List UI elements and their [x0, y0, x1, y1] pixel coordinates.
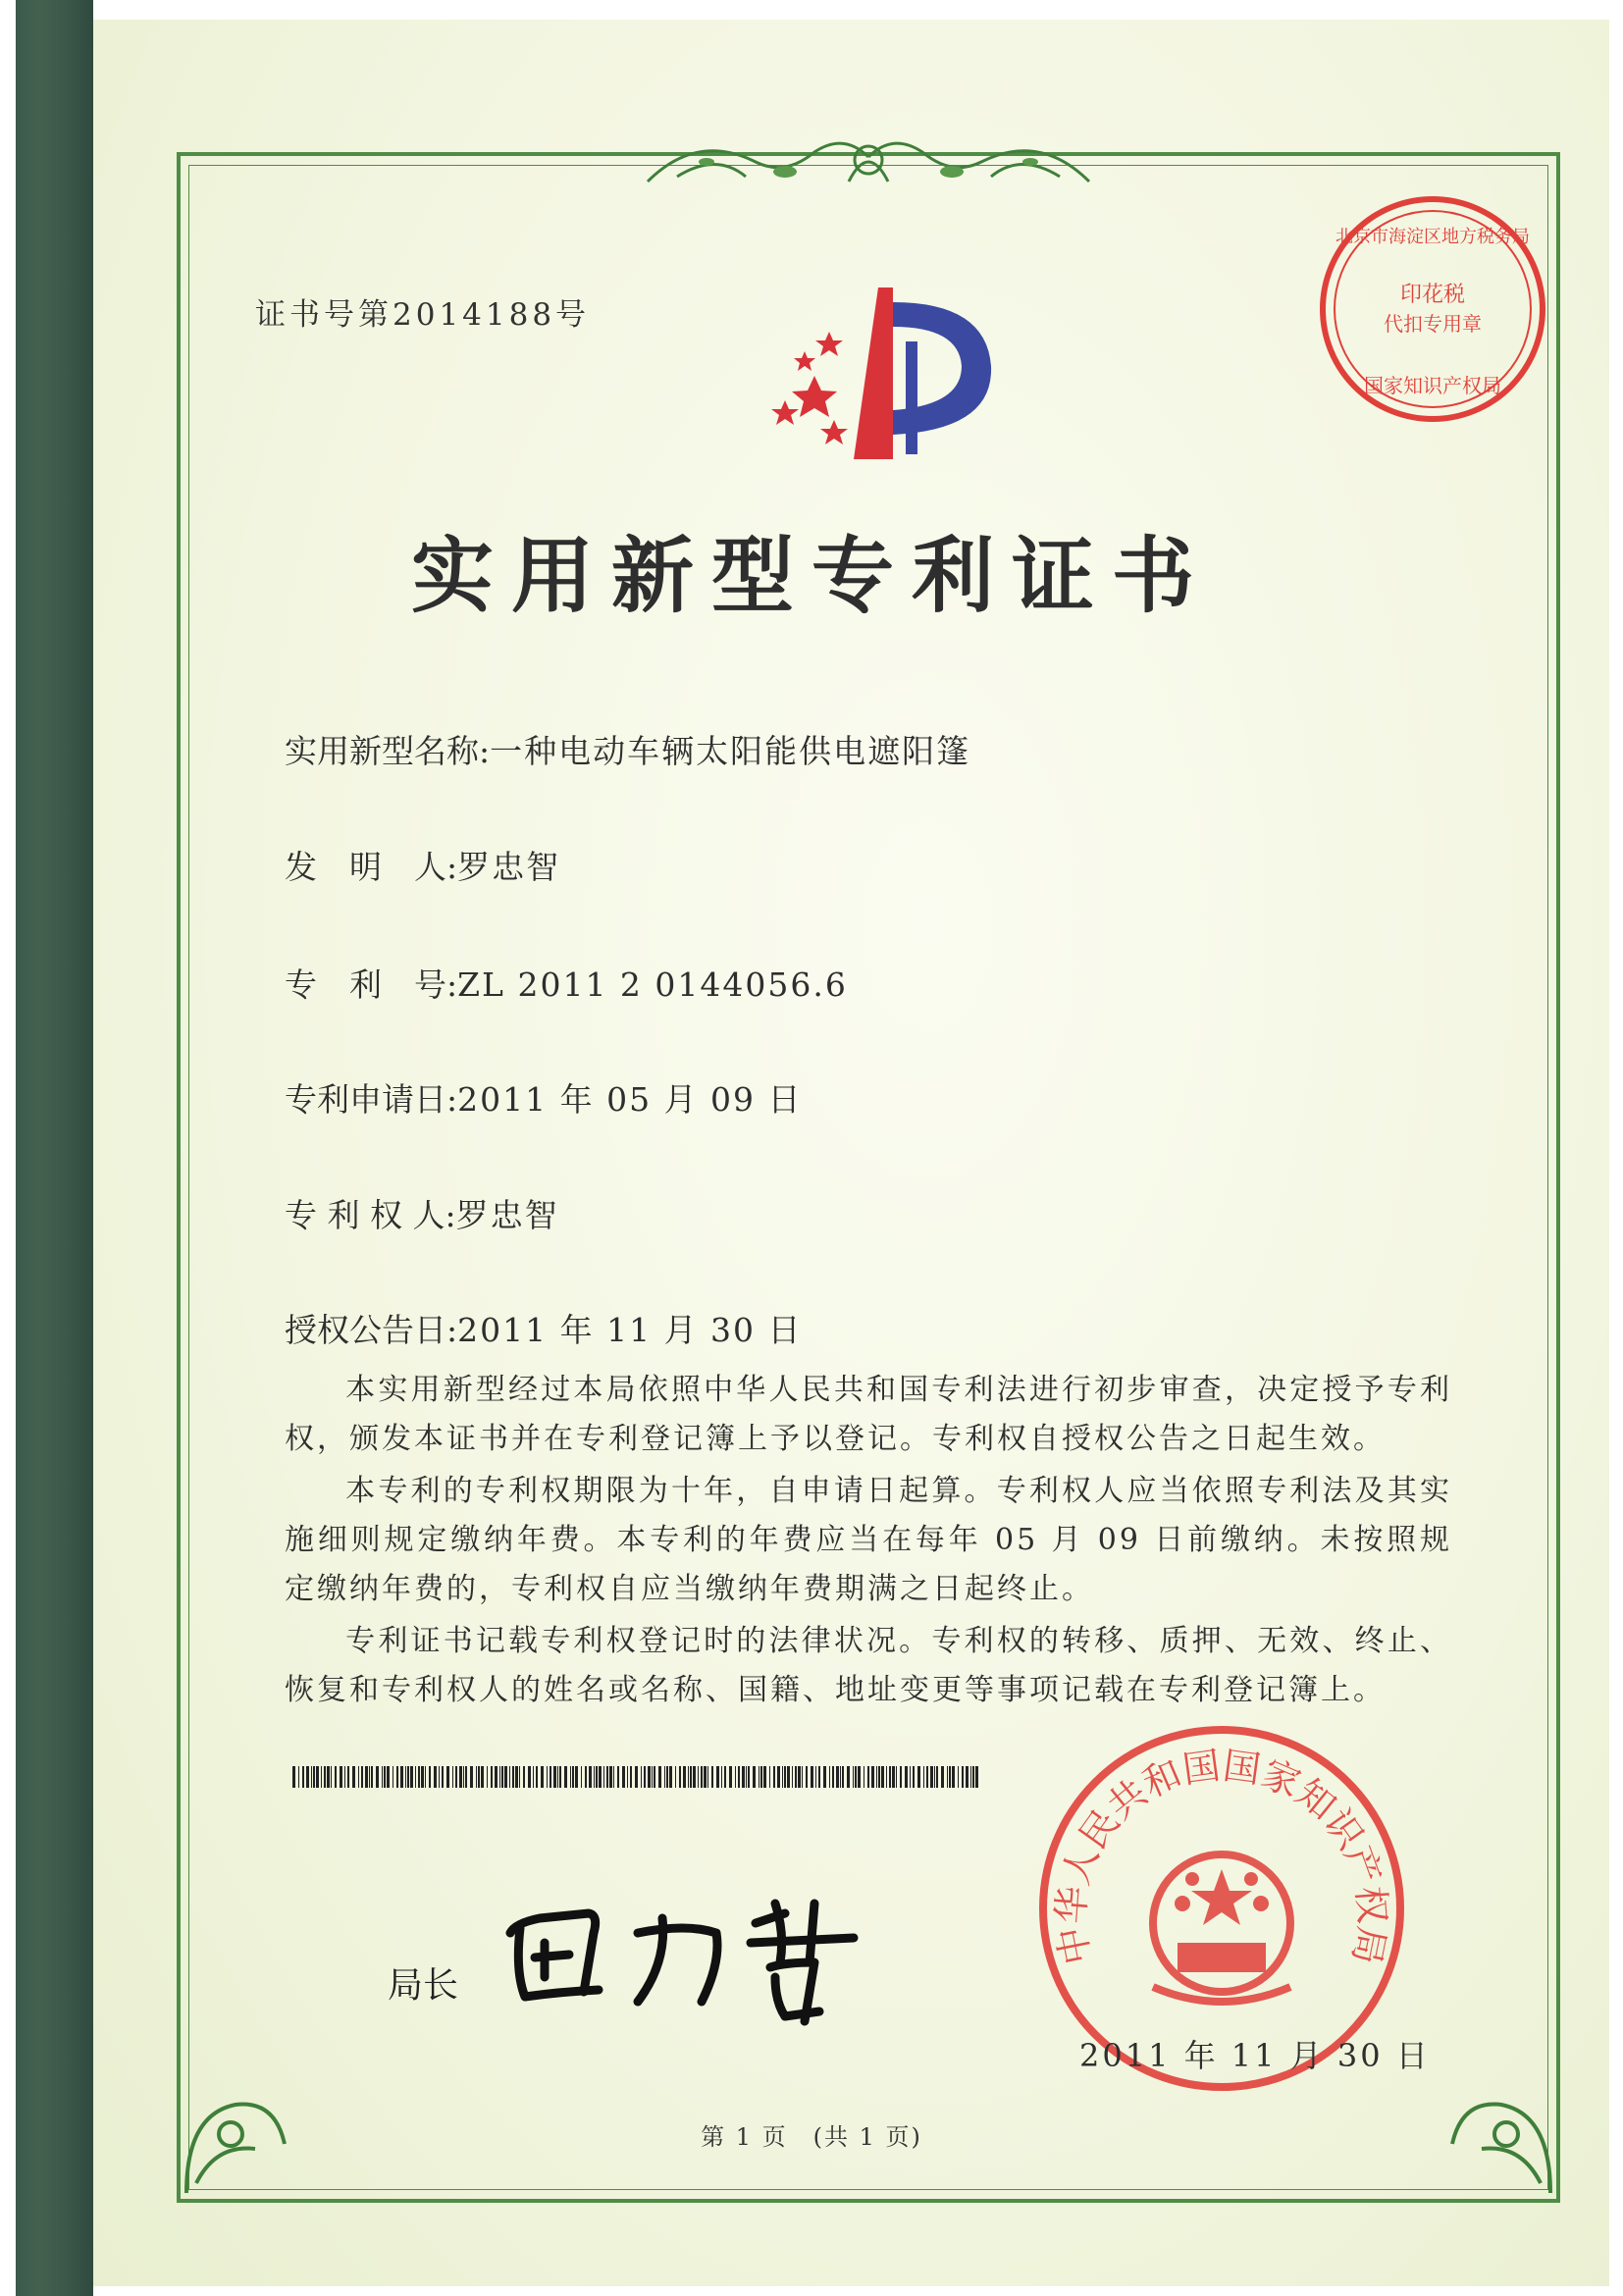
barcode-bar: [746, 1766, 747, 1788]
barcode-bar: [842, 1766, 844, 1788]
barcode-bar: [742, 1766, 745, 1788]
barcode-bar: [599, 1766, 602, 1788]
barcode-bar: [777, 1766, 780, 1788]
barcode-bar: [429, 1766, 431, 1788]
barcode-bar: [495, 1766, 497, 1788]
barcode-bar: [664, 1766, 665, 1788]
barcode-bar: [455, 1766, 457, 1788]
barcode-bar: [541, 1766, 544, 1788]
barcode-bar: [536, 1766, 538, 1788]
inventor-field: [285, 842, 560, 888]
patentee-label: 专 利 权 人:: [285, 1196, 456, 1234]
barcode-bar: [396, 1766, 398, 1788]
barcode-bar: [688, 1766, 689, 1788]
barcode-bar: [570, 1766, 571, 1788]
barcode-bar: [564, 1766, 567, 1788]
barcode-bar: [654, 1766, 655, 1788]
utility-model-name-label: 实用新型名称:: [285, 732, 491, 770]
barcode-bar: [823, 1766, 826, 1788]
patent-number-label: 专 利 号:: [285, 965, 458, 1004]
barcode-bar: [594, 1766, 595, 1788]
barcode-bar: [313, 1766, 315, 1788]
barcode-bar: [784, 1766, 786, 1788]
tax-stamp-seal: [1315, 191, 1550, 427]
issue-date-stamp: 2011 年 11 月 30 日: [1079, 2037, 1431, 2074]
barcode-bar: [365, 1766, 368, 1788]
paragraph-legal-status: [285, 1617, 1452, 1715]
barcode-bar: [832, 1766, 834, 1788]
patent-office-logo: [760, 273, 1021, 469]
barcode-bar: [302, 1766, 304, 1788]
barcode-bar: [648, 1766, 651, 1788]
certificate-title: 实用新型专利证书: [410, 527, 1212, 624]
barcode-bar: [962, 1766, 964, 1788]
barcode-bar: [459, 1766, 462, 1788]
barcode-bar: [581, 1766, 582, 1788]
barcode-bar: [340, 1766, 342, 1788]
patentee-value: 罗忠智: [455, 1196, 559, 1234]
barcode-bar: [331, 1766, 332, 1788]
barcode-bar: [753, 1766, 756, 1788]
barcode-bar: [896, 1766, 897, 1788]
page-footer: 第 1 页 (共 1 页): [701, 2123, 922, 2151]
barcode-bar: [690, 1766, 692, 1788]
barcode-bar: [876, 1766, 877, 1788]
barcode-bar: [966, 1766, 969, 1788]
barcode-bar: [499, 1766, 500, 1788]
barcode-bar: [292, 1766, 295, 1788]
barcode-bar: [923, 1766, 924, 1788]
binding-spine: [0, 0, 93, 2296]
barcode-bar: [335, 1766, 337, 1788]
barcode-bar: [491, 1766, 493, 1788]
barcode-bar: [975, 1766, 978, 1788]
barcode-bar: [559, 1766, 561, 1788]
barcode-bar: [886, 1766, 887, 1788]
grant-date-value: 2011 年 11 月 30 日: [457, 1311, 803, 1349]
barcode-bar: [683, 1766, 686, 1788]
barcode-bar: [701, 1766, 703, 1788]
barcode-bar: [547, 1766, 548, 1788]
barcode-bar: [603, 1766, 604, 1788]
barcode-bar: [407, 1766, 409, 1788]
barcode-bar: [327, 1766, 330, 1788]
barcode-bar: [519, 1766, 520, 1788]
barcode-bar: [627, 1766, 628, 1788]
barcode-bar: [641, 1766, 642, 1788]
barcode-bar: [867, 1766, 869, 1788]
barcode-bar: [644, 1766, 646, 1788]
barcode-bar: [352, 1766, 355, 1788]
filing-date-label: 专利申请日:: [285, 1080, 458, 1119]
barcode-bar: [371, 1766, 373, 1788]
filing-date-value: 2011 年 05 月 09 日: [457, 1080, 803, 1119]
barcode-bar: [889, 1766, 891, 1788]
barcode-bar: [476, 1766, 477, 1788]
utility-model-name-field: [285, 726, 970, 772]
barcode-bar: [512, 1766, 514, 1788]
filing-date-field: [285, 1074, 803, 1121]
barcode-bar: [405, 1766, 406, 1788]
barcode-bar: [609, 1766, 612, 1788]
barcode-bar: [815, 1766, 816, 1788]
barcode-bar: [855, 1766, 857, 1788]
tax-stamp-center-1: 印花税: [1399, 283, 1466, 307]
barcode-bar: [606, 1766, 608, 1788]
patent-number-value: ZL 2011 2 0144056.6: [457, 965, 848, 1004]
barcode-bar: [972, 1766, 974, 1788]
inventor-label: 发 明 人:: [285, 848, 458, 886]
barcode-bar: [724, 1766, 726, 1788]
barcode-bar: [613, 1766, 614, 1788]
barcode-bar: [729, 1766, 732, 1788]
barcode-bar: [847, 1766, 850, 1788]
barcode-bar: [721, 1766, 722, 1788]
barcode-bar: [550, 1766, 551, 1788]
barcode-bar: [316, 1766, 319, 1788]
barcode-bar: [773, 1766, 775, 1788]
barcode-bar: [369, 1766, 370, 1788]
barcode-bar: [358, 1766, 359, 1788]
barcode-bar: [630, 1766, 632, 1788]
barcode-bar: [421, 1766, 424, 1788]
barcode-bar: [934, 1766, 935, 1788]
barcode-bar: [321, 1766, 322, 1788]
barcode-bar: [707, 1766, 708, 1788]
patentee-field: [285, 1190, 559, 1236]
barcode-bar: [418, 1766, 420, 1788]
barcode-bar: [716, 1766, 719, 1788]
barcode-bar: [501, 1766, 503, 1788]
barcode-bar: [410, 1766, 413, 1788]
barcode-bar: [853, 1766, 854, 1788]
barcode-bar: [878, 1766, 880, 1788]
barcode-bar: [792, 1766, 793, 1788]
paragraph-legal-status-text: 专利证书记载专利权登记时的法律状况。专利权的转移、质押、无效、终止、恢复和专利权人的姓名或名称、国籍、地址变更等事项记载在专利登记簿上。: [285, 1624, 1452, 1707]
barcode-bar: [738, 1766, 740, 1788]
barcode-bar: [311, 1766, 312, 1788]
barcode-bar: [528, 1766, 531, 1788]
barcode-bar: [344, 1766, 345, 1788]
barcode-bar: [376, 1766, 379, 1788]
director-label: 局长: [388, 1965, 459, 2006]
tax-stamp-center-2: 代扣专用章: [1384, 312, 1482, 336]
utility-model-name-value: 一种电动车辆太阳能供电遮阳篷: [490, 732, 971, 770]
barcode-bar: [930, 1766, 933, 1788]
barcode-bar: [763, 1766, 766, 1788]
barcode-bar: [941, 1766, 944, 1788]
barcode-bar: [693, 1766, 696, 1788]
barcode-bar: [735, 1766, 736, 1788]
barcode-bar: [465, 1766, 467, 1788]
barcode-bar: [748, 1766, 750, 1788]
barcode-bar: [926, 1766, 928, 1788]
paragraph-grant-notice-text: 本实用新型经过本局依照中华人民共和国专利法进行初步审查，决定授予专利权，颁发本证书并在专利登记簿上予以登记。专利权自授权公告之日起生效。: [285, 1373, 1452, 1456]
barcode-bar: [382, 1766, 383, 1788]
barcode-bar: [533, 1766, 534, 1788]
barcode-bar: [949, 1766, 951, 1788]
barcode-bar: [881, 1766, 884, 1788]
barcode-bar: [806, 1766, 808, 1788]
grant-date-field: [285, 1305, 803, 1351]
barcode-bar: [679, 1766, 681, 1788]
patent-number-field: [285, 960, 848, 1006]
barcode-bar: [905, 1766, 908, 1788]
barcode-bar: [387, 1766, 390, 1788]
barcode-bar: [361, 1766, 363, 1788]
barcode-bar: [952, 1766, 955, 1788]
paragraph-grant-notice: [285, 1366, 1452, 1464]
barcode-bar: [515, 1766, 518, 1788]
barcode-bar: [553, 1766, 556, 1788]
barcode-bar: [415, 1766, 416, 1788]
barcode-bar: [858, 1766, 861, 1788]
tax-stamp-bottom-text: 国家知识产权局: [1364, 374, 1501, 397]
barcode-bar: [802, 1766, 803, 1788]
barcode-bar: [658, 1766, 661, 1788]
barcode-bar: [871, 1766, 874, 1788]
barcode-bar: [900, 1766, 902, 1788]
barcode-bar: [652, 1766, 653, 1788]
barcode-bar: [782, 1766, 783, 1788]
barcode-bar: [400, 1766, 403, 1788]
grant-date-label: 授权公告日:: [285, 1311, 458, 1349]
barcode-bar: [306, 1766, 309, 1788]
seal-ring-text: 中华人民共和国国家知识产权局: [1049, 1744, 1394, 1968]
barcode-bar: [617, 1766, 619, 1788]
barcode-bar: [635, 1766, 638, 1788]
barcode-bar: [840, 1766, 841, 1788]
barcode-bar: [760, 1766, 762, 1788]
barcode-bar: [523, 1766, 525, 1788]
barcode-bar: [384, 1766, 386, 1788]
barcode-bar: [798, 1766, 801, 1788]
barcode-bar: [463, 1766, 464, 1788]
barcode-bar: [298, 1766, 299, 1788]
barcode-bar: [698, 1766, 699, 1788]
barcode-bar: [622, 1766, 625, 1788]
barcode-bar: [487, 1766, 488, 1788]
barcode-bar: [818, 1766, 820, 1788]
barcode-bar: [446, 1766, 449, 1788]
barcode-bar: [585, 1766, 587, 1788]
barcode-bar: [787, 1766, 790, 1788]
barcode-bar: [936, 1766, 938, 1788]
barcode-bar: [666, 1766, 668, 1788]
barcode-bar: [504, 1766, 507, 1788]
barcode-bar: [596, 1766, 598, 1788]
barcode-bar: [439, 1766, 440, 1788]
barcode: [292, 1766, 979, 1788]
barcode-bar: [589, 1766, 592, 1788]
barcode-bar: [470, 1766, 473, 1788]
barcode-bar: [669, 1766, 672, 1788]
barcode-bar: [795, 1766, 797, 1788]
barcode-bar: [811, 1766, 813, 1788]
barcode-bar: [910, 1766, 911, 1788]
barcode-bar: [509, 1766, 510, 1788]
certificate-number: 证书号第2014188号: [255, 297, 591, 333]
inventor-value: 罗忠智: [457, 848, 561, 886]
barcode-bar: [434, 1766, 437, 1788]
barcode-bar: [947, 1766, 948, 1788]
barcode-bar: [478, 1766, 480, 1788]
barcode-bar: [913, 1766, 915, 1788]
paragraph-term-fees: [285, 1467, 1452, 1614]
barcode-bar: [704, 1766, 707, 1788]
barcode-bar: [324, 1766, 326, 1788]
barcode-bar: [347, 1766, 349, 1788]
barcode-bar: [425, 1766, 426, 1788]
barcode-bar: [452, 1766, 453, 1788]
barcode-bar: [572, 1766, 574, 1788]
barcode-bar: [675, 1766, 676, 1788]
barcode-bar: [836, 1766, 839, 1788]
barcode-bar: [970, 1766, 971, 1788]
barcode-bar: [769, 1766, 770, 1788]
barcode-bar: [892, 1766, 895, 1788]
barcode-bar: [442, 1766, 444, 1788]
barcode-bar: [575, 1766, 578, 1788]
barcode-bar: [481, 1766, 484, 1788]
barcode-bar: [711, 1766, 713, 1788]
barcode-bar: [557, 1766, 558, 1788]
paragraph-term-fees-text: 本专利的专利权期限为十年，自申请日起算。专利权人应当依照专利法及其实施细则规定缴纳年费。本专利的年费应当在每年 05 月 09 日前缴纳。未按照规定缴纳年费的，专利权自应当缴纳年费期满之日起终止。: [285, 1474, 1452, 1606]
top-ornament: [638, 123, 1099, 196]
director-signature: [491, 1864, 873, 2031]
barcode-bar: [829, 1766, 830, 1788]
barcode-bar: [917, 1766, 920, 1788]
tax-stamp-ring-text: 北京市海淀区地方税务局: [1335, 227, 1530, 247]
barcode-bar: [958, 1766, 959, 1788]
